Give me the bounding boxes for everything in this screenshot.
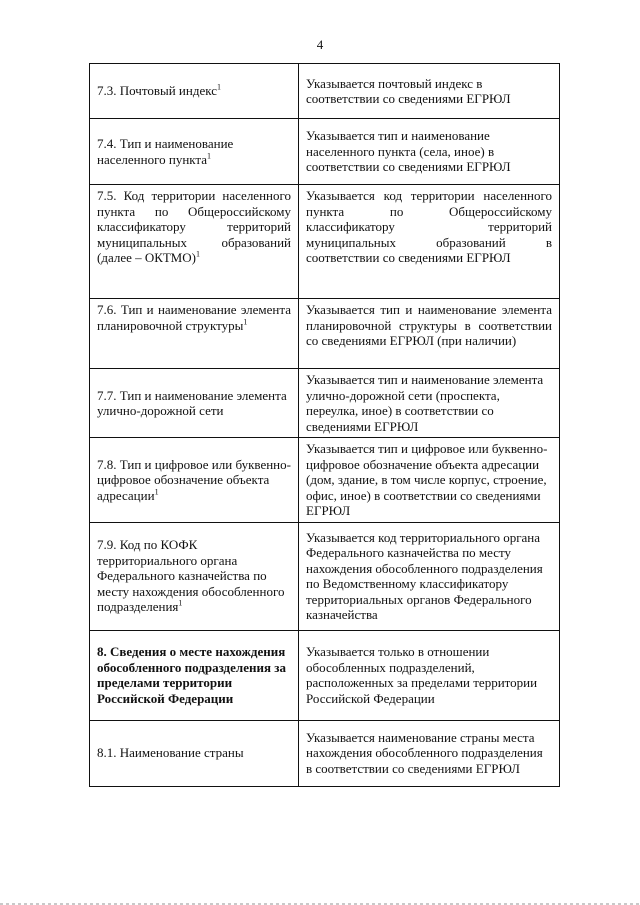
field-description: Указывается наименование страны места нахождения обособленного подразделения в соответствии со сведениями ЕГРЮЛ bbox=[306, 729, 543, 776]
table-row bbox=[90, 185, 560, 299]
requirements-table bbox=[89, 63, 560, 787]
field-description-cell bbox=[299, 630, 560, 720]
field-name: 7.5. Код территории населенного пункта по Общероссийскому классификатору территорий муниципальных образований (далее – ОКТМО) bbox=[97, 188, 291, 265]
section-heading-cell bbox=[90, 630, 299, 720]
field-name: 7.3. Почтовый индекс bbox=[97, 83, 217, 99]
field-description-cell bbox=[299, 369, 560, 438]
field-description: Указывается код территориального органа Федерального казначейства по месту нахождения обособленного подразделения по Ведомственному классификатору территориальных органов Федерального казначейства bbox=[306, 529, 543, 622]
field-name: 7.7. Тип и наименование элемента улично-дорожной сети bbox=[97, 387, 287, 418]
field-description: Указывается тип и наименование населенного пункта (села, иное) в соответствии со сведениями ЕГРЮЛ bbox=[306, 128, 511, 175]
field-name-cell bbox=[90, 64, 299, 119]
field-description-cell bbox=[299, 720, 560, 786]
page-number: 4 bbox=[316, 37, 324, 52]
field-name-cell bbox=[90, 522, 299, 630]
field-description: Указывается только в отношении обособленных подразделений, расположенных за пределами территории Российской Федерации bbox=[306, 644, 538, 706]
table-row bbox=[90, 119, 560, 185]
footnote-marker: 1 bbox=[195, 249, 200, 259]
field-name: 7.9. Код по КОФК территориального органа Федерального казначейства по месту нахождения обособленного подразделения bbox=[97, 537, 285, 615]
footnote-marker: 1 bbox=[178, 598, 183, 608]
field-description-cell bbox=[299, 438, 560, 523]
field-name-cell bbox=[90, 369, 299, 438]
field-name: 8.1. Наименование страны bbox=[97, 745, 244, 761]
field-name-cell bbox=[90, 119, 299, 185]
field-name-cell bbox=[90, 299, 299, 369]
field-description: Указывается тип и цифровое или буквенно-цифровое обозначение объекта адресации (дом, здание, в том числе корпус, строение, офис, иное) в соответствии со сведениями ЕГРЮЛ bbox=[306, 441, 548, 518]
footnote-marker: 1 bbox=[154, 487, 159, 497]
field-description-cell bbox=[299, 299, 560, 369]
footnote-marker: 1 bbox=[243, 317, 248, 327]
table-row bbox=[90, 369, 560, 438]
table-row bbox=[90, 522, 560, 630]
table-row bbox=[90, 630, 560, 720]
table-row bbox=[90, 299, 560, 369]
field-description-cell bbox=[299, 185, 560, 299]
field-description: Указывается код территории населенного пункта по Общероссийскому классификатору территорий муниципальных образований в соответствии со сведениями ЕГРЮЛ bbox=[306, 188, 552, 265]
field-name-cell bbox=[90, 185, 299, 299]
footnote-marker: 1 bbox=[207, 151, 212, 161]
footnote-marker: 1 bbox=[217, 82, 221, 92]
table-row bbox=[90, 720, 560, 786]
field-name-cell bbox=[90, 438, 299, 523]
field-name: 7.6. Тип и наименование элемента планировочной структуры bbox=[97, 302, 291, 333]
table-row bbox=[90, 438, 560, 523]
field-name: 7.4. Тип и наименование населенного пункта bbox=[97, 136, 234, 167]
field-description-cell bbox=[299, 119, 560, 185]
field-name-cell bbox=[90, 720, 299, 786]
field-description-cell bbox=[299, 64, 560, 119]
section-heading: 8. Сведения о месте нахождения обособленного подразделения за пределами территории Российской Федерации bbox=[97, 644, 286, 706]
field-description: Указывается тип и наименование элемента улично-дорожной сети (проспекта, переулка, иное) в соответствии со сведениями ЕГРЮЛ bbox=[306, 372, 544, 434]
table-row bbox=[90, 64, 560, 119]
field-description: Указывается тип и наименование элемента планировочной структуры в соответствии со сведениями ЕГРЮЛ (при наличии) bbox=[306, 302, 552, 348]
field-description: Указывается почтовый индекс в соответствии со сведениями ЕГРЮЛ bbox=[306, 75, 511, 106]
field-description-cell bbox=[299, 522, 560, 630]
field-name: 7.8. Тип и цифровое или буквенно-цифровое обозначение объекта адресации bbox=[97, 456, 291, 503]
